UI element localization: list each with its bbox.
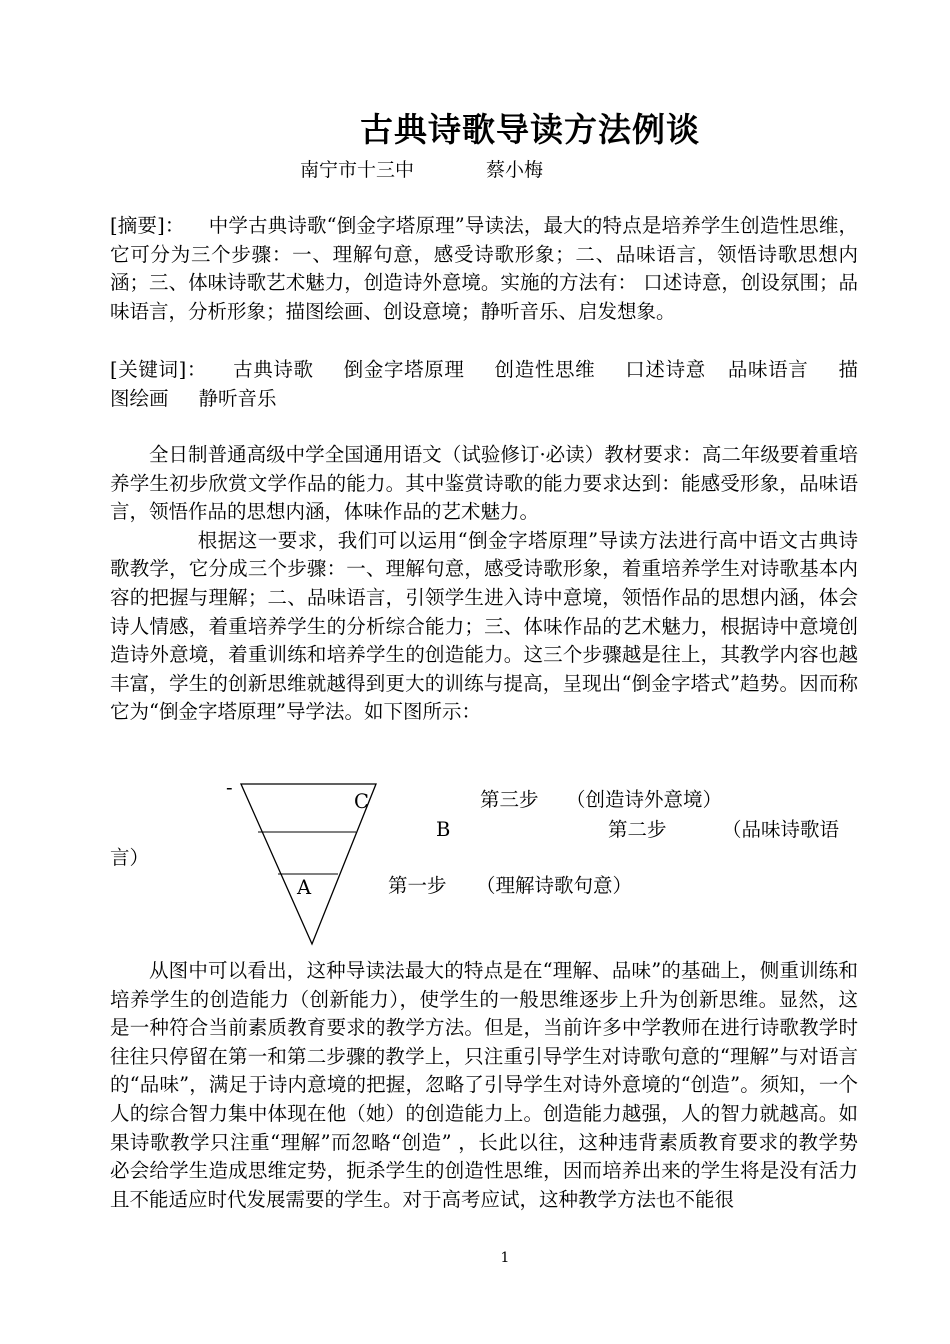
step-three-desc: （创造诗外意境） — [566, 788, 723, 811]
level-b-label: B — [436, 818, 451, 841]
author-name: 蔡小梅 — [486, 159, 544, 181]
abstract-block — [110, 212, 858, 326]
step-one-desc: （理解诗歌句意） — [476, 874, 633, 897]
body-text-continued — [110, 957, 858, 1214]
step-two-desc: （品味诗歌语 — [722, 818, 840, 841]
keyword-item: 古典诗歌 — [233, 358, 314, 381]
keyword-item: 倒金字塔原理 — [343, 358, 465, 381]
paragraph: 从图中可以看出，这种导读法最大的特点是在“理解、品味”的基础上，侧重训练和培养学生的创造能力（创新能力），使学生的一般思维逐步上升为创新思维。显然，这是一种符合当前素质教育要求的教学方法。但是，当前许多中学教师在进行诗歌教学时往往只停留在第一和第二步骤的教学上，只注重引导学生对诗歌句意的“理解”与对语言的“品味”，满足于诗内意境的把握，忽略了引导学生对诗外意境的“创造”。须知，一个人的综合智力集中体现在他（她）的创造能力上。创造能力越强，人的智力就越高。如果诗歌教学只注重“理解”而忽略“创造” ，长此以往，这种违背素质教育要求的教学势必会给学生造成思维定势，扼杀学生的创造性思维，因而培养出来的学生将是没有活力且不能适应时代发展需要的学生。对于高考应试，这种教学方法也不能很 — [110, 959, 858, 1211]
body-text — [110, 441, 858, 727]
level-a-label: A — [297, 876, 312, 899]
keyword-item: 品味语言 — [727, 358, 809, 381]
byline — [300, 156, 543, 184]
keywords-block — [110, 356, 858, 413]
abstract-label: [摘要]： — [110, 214, 185, 237]
abstract-text: 中学古典诗歌“倒金字塔原理”导读法，最大的特点是培养学生创造性思维，它可分为三个步骤：一、理解句意，感受诗歌形象；二、品味语言，领悟诗歌思想内涵；三、体味诗歌艺术魅力，创造诗外意境。实施的方法有： 口述诗意，创设氛围；品味语言，分析形象；描图绘画、创设意境；静听音乐、启发想象。 — [110, 214, 858, 323]
page-title: 古典诗歌导读方法例谈 — [360, 110, 700, 149]
page-number: 1 — [500, 1250, 510, 1266]
keyword-item: 口述诗意 — [625, 358, 706, 381]
inverted-pyramid-diagram — [0, 776, 950, 950]
keywords-label: [关键词]： — [110, 358, 208, 381]
step-two-desc-cont: 言） — [110, 846, 150, 869]
step-two-label: 第二步 — [608, 818, 667, 841]
author-school: 南宁市十三中 — [300, 159, 415, 181]
step-one-label: 第一步 — [388, 874, 447, 897]
keyword-item: 描图绘画 — [110, 358, 858, 410]
level-c-label: C — [354, 790, 369, 813]
paragraph: 根据这一要求，我们可以运用“倒金字塔原理”导读方法进行高中语文古典诗歌教学，它分成三个步骤：一、理解句意，感受诗歌形象，着重培养学生对诗歌基本内容的把握与理解；二、品味语言，引领学生进入诗中意境，领悟作品的思想内涵，体会诗人情感，着重培养学生的分析综合能力；三、体味作品的艺术魅力，根据诗中意境创造诗外意境，着重训练和培养学生的创造能力。这三个步骤越是往上，其教学内容也越丰富，学生的创新思维就越得到更大的训练与提高，呈现出“倒金字塔式”趋势。因而称它为“倒金字塔原理”导学法。如下图所示： — [110, 528, 858, 724]
diagram-mark: - — [226, 776, 233, 799]
keyword-item: 创造性思维 — [494, 358, 596, 381]
step-three-label: 第三步 — [480, 788, 539, 811]
keyword-item: 静听音乐 — [198, 386, 277, 410]
paragraph: 全日制普通高级中学全国通用语文（试验修订·必读）教材要求：高二年级要着重培养学生初步欣赏文学作品的能力。其中鉴赏诗歌的能力要求达到：能感受形象，品味语言，领悟作品的思想内涵，体味作品的艺术魅力。 — [110, 443, 858, 524]
